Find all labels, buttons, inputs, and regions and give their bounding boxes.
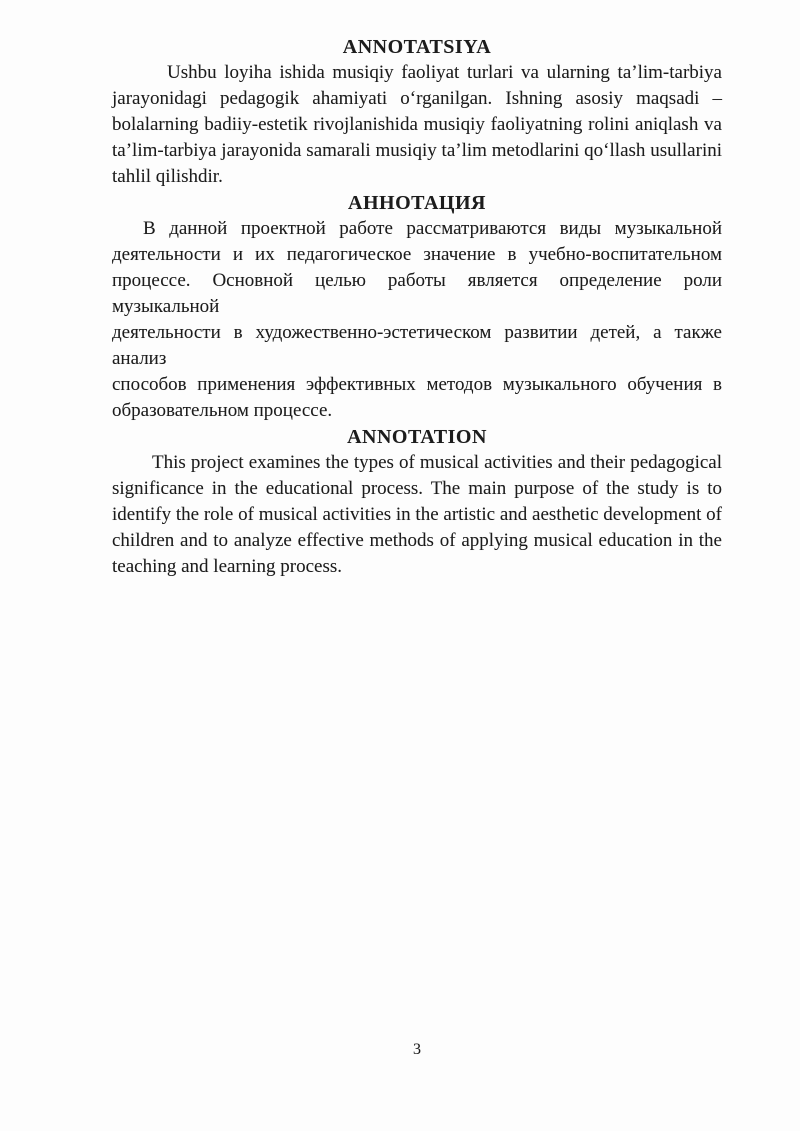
paragraph-line: This project examines the types of musical activities and their pedagogical [152, 452, 722, 473]
paragraph-line: bolalarning badiiy-estetik rivojlanishida musiqiy faoliyatning rolini aniqlash va [112, 114, 722, 135]
paragraph-line: Ushbu loyiha ishida musiqiy faoliyat turlari va ularning ta’lim-tarbiya [167, 62, 722, 83]
uzbek-annotation-paragraph [112, 60, 722, 190]
paragraph-line: tahlil qilishdir. [112, 166, 223, 187]
paragraph-line: identify the role of musical activities in the artistic and aesthetic development of [112, 504, 722, 525]
section-annotatsiya-uz [112, 34, 722, 190]
paragraph-line: образовательном процессе. [112, 400, 333, 421]
section-annotation-en [112, 424, 722, 580]
russian-annotation-paragraph [112, 216, 722, 424]
paragraph-line: ta’lim-tarbiya jarayonida samarali musiqiy ta’lim metodlarini qoʻllash usullarini [112, 140, 722, 161]
section-annotatsiya-ru [112, 190, 722, 424]
paragraph-line: В данной проектной работе рассматриваются виды музыкальной [143, 218, 722, 239]
paragraph-line: способов применения эффективных методов музыкального обучения в [112, 374, 722, 395]
paragraph-line: significance in the educational process. The main purpose of the study is to [112, 478, 722, 499]
paragraph-line: jarayonidagi pedagogik ahamiyati oʻrganilgan. Ishning asosiy maqsadi – [112, 88, 722, 109]
english-annotation-paragraph [112, 450, 722, 580]
page-number: 3 [413, 1041, 421, 1058]
paragraph-line: teaching and learning process. [112, 556, 343, 577]
paragraph-line: деятельности в художественно-эстетическом развитии детей, а также анализ [112, 322, 722, 369]
english-annotation-heading: ANNOTATION [347, 426, 487, 448]
paragraph-line: children and to analyze effective methods of applying musical education in the [112, 530, 722, 551]
document-body [112, 34, 722, 580]
russian-annotation-heading: АННОТАЦИЯ [348, 192, 486, 214]
paragraph-line: деятельности и их педагогическое значение в учебно-воспитательном [112, 244, 722, 265]
uzbek-annotation-heading: ANNOTATSIYA [342, 36, 492, 58]
paragraph-line: процессе. Основной целью работы является определение роли музыкальной [112, 270, 722, 317]
